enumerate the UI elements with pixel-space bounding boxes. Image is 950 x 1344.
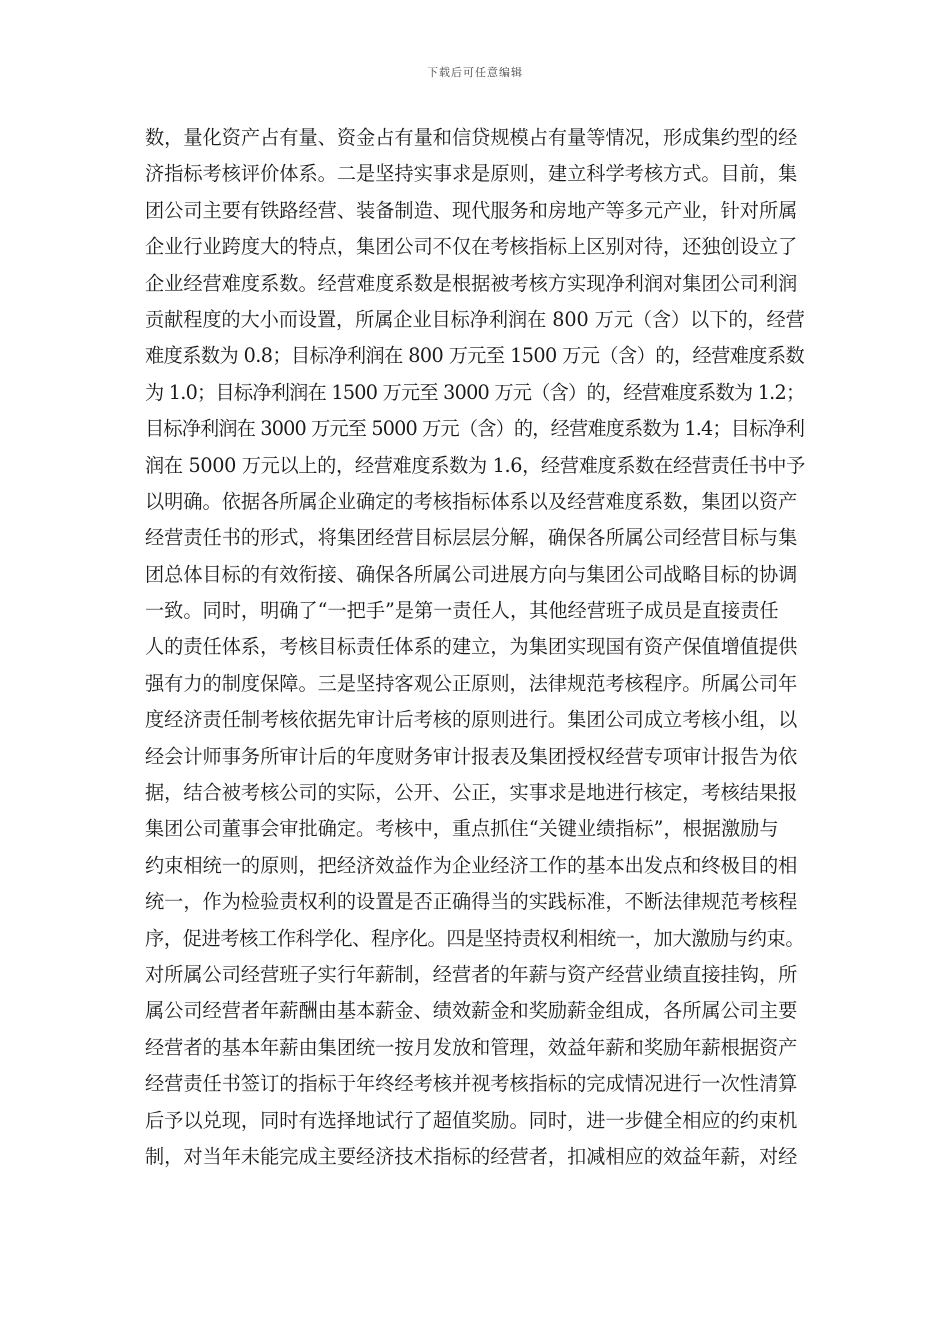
text-line: 人的责任体系，考核目标责任体系的建立，为集团实现国有资产保值增值提供 [145,635,798,659]
text-line: 企业经营难度系数。经营难度系数是根据被考核方实现净利润对集团公司利润 [145,271,798,295]
text-line: 强有力的制度保障。三是坚持客观公正原则，法律规范考核程序。所属公司年 [145,671,798,695]
text-line: 为 1.0；目标净利润在 1500 万元至 3000 万元（含）的，经营难度系数为 1.2； [145,380,805,404]
text-line: 难度系数为 0.8；目标净利润在 800 万元至 1500 万元（含）的，经营难度系数 [145,344,805,368]
text-line: 团总体目标的有效衔接、确保各所属公司进展方向与集团公司战略目标的协调 [145,562,798,586]
text-line: 润在 5000 万元以上的，经营难度系数为 1.6，经营难度系数在经营责任书中予 [145,453,805,477]
text-line: 度经济责任制考核依据先审计后考核的原则进行。集团公司成立考核小组，以 [145,708,798,732]
text-line: 数，量化资产占有量、资金占有量和信贷规模占有量等情况，形成集约型的经 [145,126,798,149]
text-line: 济指标考核评价体系。二是坚持实事求是原则，建立科学考核方式。目前，集 [145,162,798,186]
text-line: 经会计师事务所审计后的年度财务审计报表及集团授权经营专项审计报告为依 [145,744,798,768]
text-line: 以明确。依据各所属企业确定的考核指标体系以及经营难度系数，集团以资产 [145,489,798,513]
text-line: 对所属公司经营班子实行年薪制，经营者的年薪与资产经营业绩直接挂钩，所 [145,962,798,986]
text-line: 属公司经营者年薪酬由基本薪金、绩效薪金和奖励薪金组成，各所属公司主要 [145,999,798,1023]
text-line: 统一，作为检验责权利的设置是否正确得当的实践标准，不断法律规范考核程 [145,890,798,914]
document-body [145,120,805,1175]
text-line: 经营责任书签订的指标于年终经考核并视考核指标的完成情况进行一次性清算 [145,1072,798,1096]
text-line: 后予以兑现，同时有选择地试行了超值奖励。同时，进一步健全相应的约束机 [145,1108,798,1132]
text-line: 目标净利润在 3000 万元至 5000 万元（含）的，经营难度系数为 1.4；目标净利 [145,417,805,441]
text-line: 经营者的基本年薪由集团统一按月发放和管理，效益年薪和奖励年薪根据资产 [145,1035,798,1059]
text-line: 制，对当年未能完成主要经济技术指标的经营者，扣减相应的效益年薪，对经 [145,1144,798,1168]
page-header-note: 下载后可任意编辑 [427,66,523,79]
text-line: 集团公司董事会审批确定。考核中，重点抓住“关键业绩指标”，根据激励与 [145,817,779,841]
text-line: 据，结合被考核公司的实际，公开、公正，实事求是地进行核定，考核结果报 [145,781,798,805]
text-line: 贡献程度的大小而设置，所属企业目标净利润在 800 万元（含）以下的，经营 [145,307,805,331]
text-line: 序，促进考核工作科学化、程序化。四是坚持责权利相统一，加大激励与约束。 [145,926,805,950]
text-line: 团公司主要有铁路经营、装备制造、现代服务和房地产等多元产业，针对所属 [145,198,798,222]
text-line: 约束相统一的原则，把经济效益作为企业经济工作的基本出发点和终极目的相 [145,853,798,877]
text-line: 经营责任书的形式，将集团经营目标层层分解，确保各所属公司经营目标与集 [145,526,798,550]
text-line: 一致。同时，明确了“一把手”是第一责任人，其他经营班子成员是直接责任 [145,599,779,623]
text-line: 企业行业跨度大的特点，集团公司不仅在考核指标上区别对待，还独创设立了 [145,235,798,259]
